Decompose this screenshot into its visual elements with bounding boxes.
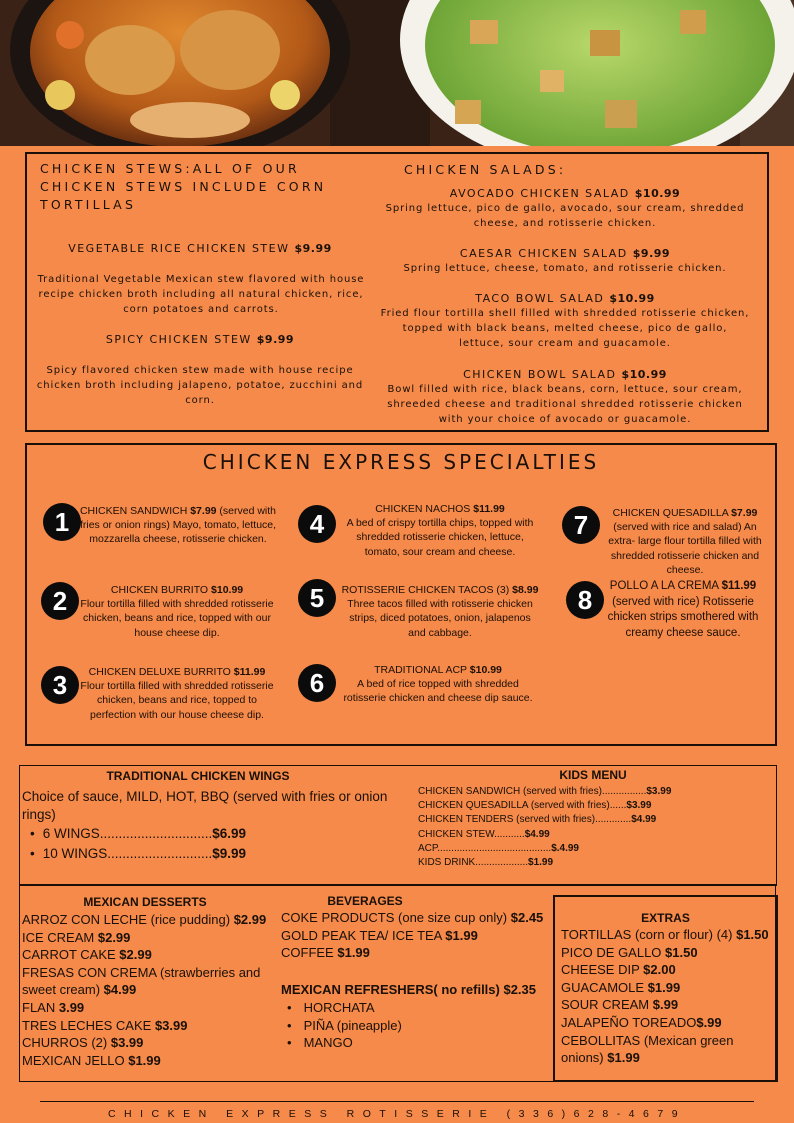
item-price: $2.99 bbox=[97, 929, 131, 945]
item-label: COFFEE bbox=[281, 945, 334, 961]
list-item bbox=[22, 929, 277, 947]
item-label: TRES LECHES CAKE bbox=[22, 1017, 152, 1033]
item-price: $3.99 bbox=[154, 1017, 188, 1033]
item-name: SPICY CHICKEN STEW bbox=[105, 333, 252, 346]
item-price: $8.99 bbox=[512, 584, 539, 596]
item-price: $1.99 bbox=[528, 857, 554, 869]
item-desc: Spring lettuce, pico de gallo, avocado, sour cream, shredded cheese, and rotisserie chicken. bbox=[385, 203, 745, 229]
item-desc: Flour tortilla filled with shredded rotisserie chicken, beans and rice, topped with our house cheese dip. bbox=[80, 598, 274, 639]
item-name: CHICKEN NACHOS bbox=[375, 503, 471, 515]
list-item bbox=[30, 844, 246, 864]
list-item bbox=[22, 1034, 277, 1052]
item-label: CHICKEN SANDWICH (served with fries)................ bbox=[418, 786, 647, 797]
item-name: AVOCADO CHICKEN SALAD bbox=[449, 187, 630, 200]
footer-contact: CHICKEN EXPRESS ROTISSERIE (336)628-4679 bbox=[107, 1108, 687, 1120]
item-name: VEGETABLE RICE CHICKEN STEW bbox=[68, 242, 290, 255]
item-desc: Three tacos filled with rotisserie chicken strips, diced potatoes, onion, jalapenos and cabbage. bbox=[347, 598, 533, 639]
item-price: $.99 bbox=[652, 997, 679, 1013]
item-label: 10 WINGS............................ bbox=[42, 846, 213, 861]
wings-title: TRADITIONAL CHICKEN WINGS bbox=[106, 769, 290, 783]
item-desc: A bed of crispy tortilla chips, topped with shredded rotisserie chicken, lettuce, tomato, sour cream and cheese. bbox=[346, 517, 534, 558]
item-label: GUACAMOLE bbox=[561, 979, 645, 995]
item-label: FLAN bbox=[22, 999, 56, 1015]
specialty-item bbox=[600, 579, 766, 641]
item-name: CHICKEN BOWL SALAD bbox=[463, 368, 617, 381]
salads-section-title: CHICKEN SALADS: bbox=[404, 162, 567, 177]
list-item: • HORCHATA bbox=[281, 999, 402, 1017]
item-desc: Bowl filled with rice, black beans, corn, lettuce, sour cream, shreeded cheese and traditional shredded rotisserie chicken with your choice of avocado or guacamole. bbox=[387, 384, 743, 425]
number-badge: 8 bbox=[566, 581, 604, 619]
salad-item bbox=[380, 186, 750, 231]
list-item bbox=[22, 1052, 277, 1070]
item-name: CHICKEN BURRITO bbox=[110, 584, 209, 596]
item-label: PICO DE GALLO bbox=[561, 944, 662, 960]
salad-item bbox=[380, 291, 750, 351]
number-badge: 6 bbox=[298, 664, 336, 702]
item-price: $7.99 bbox=[190, 505, 217, 517]
stew-item bbox=[30, 332, 370, 349]
list-item bbox=[281, 944, 551, 962]
item-price: $11.99 bbox=[721, 580, 757, 592]
item-price: $1.99 bbox=[647, 979, 681, 995]
list-item: • MANGO bbox=[281, 1034, 402, 1052]
item-label: 6 WINGS.............................. bbox=[42, 826, 213, 841]
refreshers-title: MEXICAN REFRESHERS( no refills) $2.35 bbox=[281, 982, 536, 997]
kids-title: KIDS MENU bbox=[559, 768, 627, 782]
list-item bbox=[418, 785, 671, 799]
item-label: ARROZ CON LECHE (rice pudding) bbox=[22, 912, 231, 927]
item-price: $.4.99 bbox=[551, 842, 579, 854]
list-item bbox=[561, 926, 775, 944]
item-price: $9.99 bbox=[256, 333, 295, 346]
specialty-item bbox=[76, 583, 278, 640]
item-price: $2.00 bbox=[643, 962, 676, 978]
item-name: CAESAR CHICKEN SALAD bbox=[459, 247, 628, 260]
list-item bbox=[22, 964, 277, 999]
item-price: $11.99 bbox=[473, 503, 505, 515]
item-price: $.99 bbox=[696, 1014, 722, 1030]
item-price: $1.50 bbox=[665, 944, 698, 960]
item-price: $4.99 bbox=[631, 814, 657, 826]
salad-item bbox=[380, 367, 750, 427]
list-item bbox=[281, 909, 551, 927]
item-price: $1.50 bbox=[736, 927, 769, 942]
item-label: KIDS DRINK................... bbox=[418, 857, 529, 869]
list-item bbox=[22, 911, 277, 929]
list-item bbox=[418, 799, 671, 813]
specialties-title: CHICKEN EXPRESS SPECIALTIES bbox=[202, 450, 600, 474]
item-price: $2.99 bbox=[233, 912, 267, 927]
item-price: $10.99 bbox=[609, 292, 655, 305]
list-item bbox=[561, 1014, 775, 1032]
specialty-item bbox=[340, 502, 540, 559]
beverages-list bbox=[281, 909, 551, 962]
item-price: $9.99 bbox=[294, 242, 332, 255]
item-label: TORTILLAS (corn or flour) (4) bbox=[561, 927, 733, 942]
item-name: CHICKEN DELUXE BURRITO bbox=[88, 666, 231, 678]
specialty-item bbox=[338, 663, 538, 706]
food-photos-image bbox=[0, 0, 794, 146]
kids-list bbox=[418, 785, 671, 870]
desserts-list bbox=[22, 911, 277, 1069]
stew-item-desc: Traditional Vegetable Mexican stew flavored with house recipe chicken broth including all natural chicken, rice, corn potatoes and carrots. bbox=[37, 274, 365, 315]
extras-list bbox=[561, 926, 775, 1067]
wings-list bbox=[30, 824, 246, 864]
list-item bbox=[561, 979, 775, 997]
number-badge: 7 bbox=[562, 506, 600, 544]
item-name: CHICKEN SANDWICH bbox=[79, 505, 188, 517]
item-label: CHICKEN STEW........... bbox=[418, 828, 525, 840]
item-label: MEXICAN JELLO bbox=[22, 1052, 125, 1068]
stews-section-title: CHICKEN STEWS:ALL OF OUR CHICKEN STEWS INCLUDE CORN TORTILLAS bbox=[40, 161, 327, 212]
item-price: $3.99 bbox=[646, 786, 672, 797]
salad-item bbox=[380, 246, 750, 276]
item-price: $3.99 bbox=[110, 1035, 144, 1051]
list-item bbox=[22, 946, 277, 964]
item-name: TACO BOWL SALAD bbox=[475, 292, 605, 305]
number-badge: 1 bbox=[43, 503, 81, 541]
item-price: $3.99 bbox=[626, 800, 652, 812]
item-label: CHICKEN TENDERS (served with fries)............. bbox=[418, 814, 632, 826]
list-item bbox=[561, 1032, 775, 1067]
item-label: SOUR CREAM bbox=[561, 997, 650, 1013]
item-price: $1.99 bbox=[128, 1052, 161, 1068]
list-item bbox=[561, 996, 775, 1014]
desserts-title: MEXICAN DESSERTS bbox=[83, 895, 207, 909]
extras-title: EXTRAS bbox=[641, 911, 690, 925]
item-price: $9.99 bbox=[212, 846, 247, 861]
item-label: FRESAS CON CREMA (strawberries and sweet cream) bbox=[22, 964, 261, 998]
beverages-title: BEVERAGES bbox=[327, 894, 403, 908]
item-price: 3.99 bbox=[58, 999, 85, 1015]
item-name: POLLO A LA CREMA bbox=[609, 580, 719, 592]
item-desc: (served with rice and salad) An extra- large flour tortilla filled with shredded rotisserie chicken and cheese. bbox=[608, 521, 762, 576]
item-desc: Fried flour tortilla shell filled with shredded rotisserie chicken, topped with black beans, melted cheese, pico de gallo, lettuce, sour cream and guacamole. bbox=[380, 308, 750, 349]
wings-desc: Choice of sauce, MILD, HOT, BBQ (served with fries or onion rings) bbox=[22, 789, 388, 822]
list-item bbox=[22, 1017, 277, 1035]
item-price: $1.99 bbox=[337, 945, 370, 961]
item-price: $10.99 bbox=[211, 584, 244, 596]
list-item bbox=[281, 927, 551, 945]
item-price: $4.99 bbox=[524, 828, 550, 840]
number-badge: 4 bbox=[298, 505, 336, 543]
item-label: CEBOLLITAS (Mexican green onions) bbox=[561, 1032, 734, 1066]
item-label: ICE CREAM bbox=[22, 929, 95, 945]
item-price: $2.99 bbox=[119, 947, 152, 963]
item-label: ACP......................................... bbox=[418, 842, 552, 854]
item-label: CHICKEN QUESADILLA (served with fries)...... bbox=[418, 800, 627, 812]
stew-item-desc: Spicy flavored chicken stew made with house recipe chicken broth including jalapeno, potatoe, zucchini and corn. bbox=[36, 365, 364, 406]
list-item bbox=[418, 856, 671, 870]
item-desc: Spring lettuce, cheese, tomato, and rotisserie chicken. bbox=[403, 263, 727, 274]
number-badge: 2 bbox=[41, 582, 79, 620]
item-label: CHURROS (2) bbox=[22, 1035, 108, 1051]
stew-item bbox=[30, 241, 370, 258]
list-item bbox=[22, 999, 277, 1017]
item-label: JALAPEÑO TOREADO bbox=[561, 1014, 697, 1030]
number-badge: 5 bbox=[298, 579, 336, 617]
refreshers-list bbox=[281, 999, 402, 1052]
item-name: CHICKEN QUESADILLA bbox=[612, 507, 729, 519]
item-name: ROTISSERIE CHICKEN TACOS (3) bbox=[341, 584, 510, 596]
item-desc: (served with fries or onion rings) Mayo, tomato, lettuce, mozzarella cheese, rotisserie chicken. bbox=[79, 505, 277, 546]
list-item bbox=[418, 842, 671, 856]
item-price: $7.99 bbox=[731, 507, 758, 519]
item-label: CHEESE DIP bbox=[561, 962, 640, 978]
item-price: $10.99 bbox=[469, 664, 502, 676]
list-item bbox=[561, 944, 775, 962]
list-item bbox=[418, 828, 671, 842]
item-price: $11.99 bbox=[233, 666, 266, 678]
item-price: $1.99 bbox=[607, 1050, 640, 1066]
specialty-item bbox=[340, 583, 540, 640]
item-desc: A bed of rice topped with shredded rotisserie chicken and cheese dip sauce. bbox=[343, 678, 533, 705]
item-label: CARROT CAKE bbox=[22, 947, 116, 963]
item-price: $6.99 bbox=[212, 826, 247, 841]
item-name: TRADITIONAL ACP bbox=[374, 664, 467, 676]
item-price: $9.99 bbox=[632, 247, 671, 260]
specialty-item bbox=[602, 506, 768, 577]
specialty-item bbox=[76, 665, 278, 722]
item-price: $10.99 bbox=[621, 368, 667, 381]
item-price: $10.99 bbox=[634, 187, 681, 200]
hero-photo-banner bbox=[0, 0, 794, 146]
list-item: • PIÑA (pineapple) bbox=[281, 1017, 402, 1035]
number-badge: 3 bbox=[41, 666, 79, 704]
item-label: COKE PRODUCTS (one size cup only) bbox=[281, 910, 508, 925]
footer-divider bbox=[40, 1101, 754, 1102]
item-price: $4.99 bbox=[103, 982, 137, 998]
specialty-item bbox=[78, 504, 278, 547]
item-label: GOLD PEAK TEA/ ICE TEA bbox=[281, 927, 442, 943]
list-item bbox=[30, 824, 246, 844]
item-price: $2.45 bbox=[510, 910, 544, 925]
item-desc: (served with rice) Rotisserie chicken strips smothered with creamy cheese sauce. bbox=[607, 595, 759, 639]
list-item bbox=[418, 813, 671, 827]
list-item bbox=[561, 961, 775, 979]
item-price: $1.99 bbox=[445, 927, 478, 943]
item-desc: Flour tortilla filled with shredded rotisserie chicken, beans and rice, topped to perfection with our house cheese dip. bbox=[80, 680, 274, 721]
